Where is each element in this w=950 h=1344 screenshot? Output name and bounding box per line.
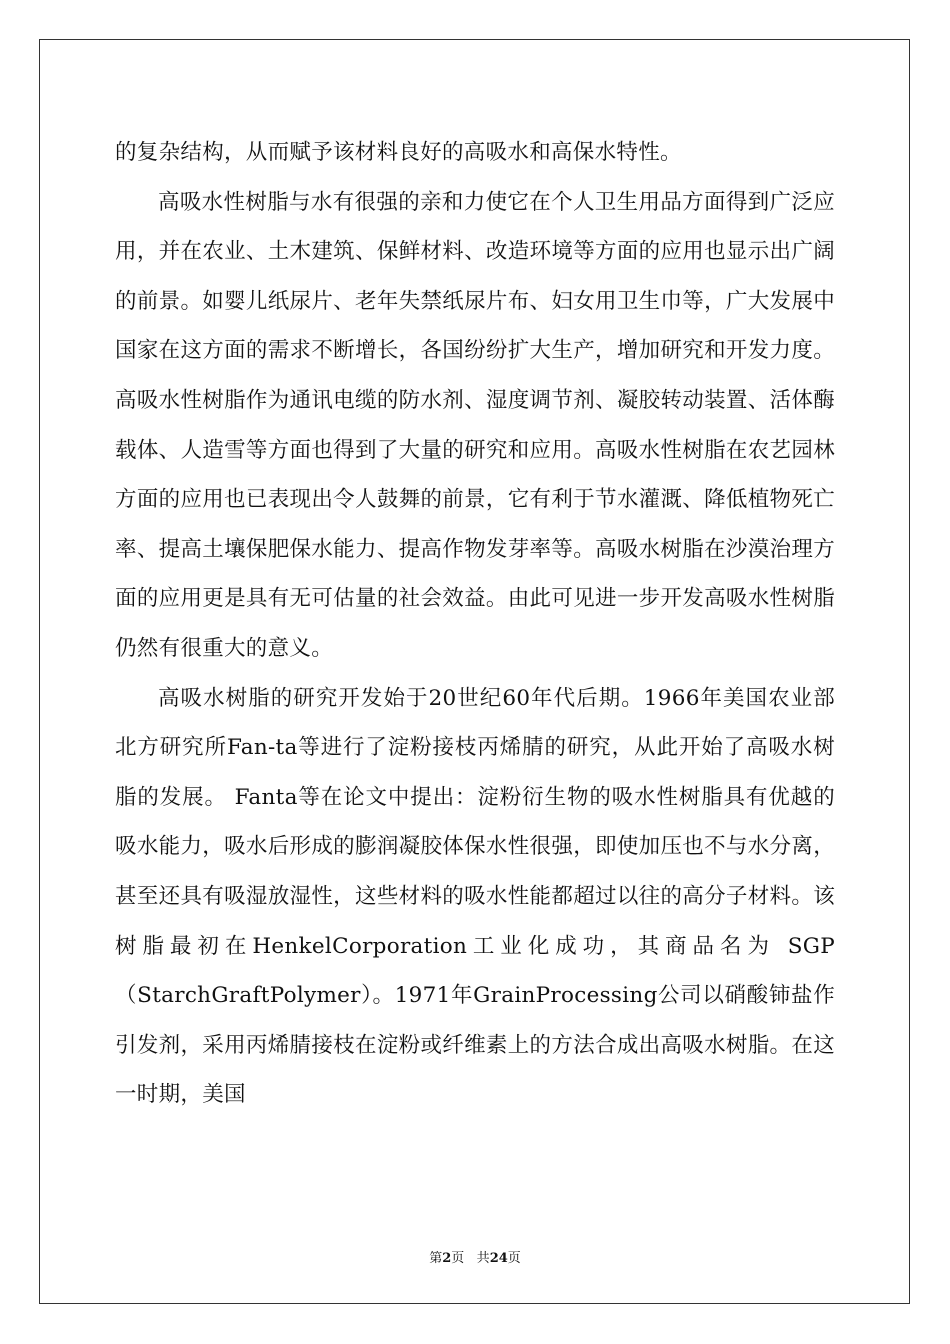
footer-page-prefix: 第 [429, 1251, 443, 1266]
footer-page-unit: 页 [451, 1251, 465, 1266]
page-footer [0, 1247, 950, 1266]
footer-total-pages: 24 [489, 1251, 508, 1266]
footer-page-number: 2 [442, 1251, 452, 1266]
paragraph-2: 高吸水性树脂与水有很强的亲和力使它在个人卫生用品方面得到广泛应用，并在农业、土木建筑、保鲜材料、改造环境等方面的应用也显示出广阔的前景。如婴儿纸尿片、老年失禁纸尿片布、妇女用卫生巾等，广大发展中国家在这方面的需求不断增长，各国纷纷扩大生产，增加研究和开发力度。高吸水性树脂作为通讯电缆的防水剂、湿度调节剂、凝胶转动装置、活体酶载体、人造雪等方面也得到了大量的研究和应用。高吸水性树脂在农艺园林方面的应用也已表现出令人鼓舞的前景，它有利于节水灌溉、降低植物死亡率、提高土壤保肥保水能力、提高作物发芽率等。高吸水树脂在沙漠治理方面的应用更是具有无可估量的社会效益。由此可见进一步开发高吸水性树脂仍然有很重大的意义。 [115, 189, 835, 661]
paragraph-1: 的复杂结构，从而赋予该材料良好的高吸水和高保水特性。 [115, 140, 682, 165]
paragraph-3: 高吸水树脂的研究开发始于20世纪60年代后期。1966年美国农业部北方研究所Fan-ta等进行了淀粉接枝丙烯腈的研究，从此开始了高吸水树脂的发展。 Fanta等在论文中提出：淀粉衍生物的吸水性树脂具有优越的吸水能力，吸水后形成的膨润凝胶体保水性很强，即使加压也不与水分离，甚至还具有吸湿放湿性，这些材料的吸水性能都超过以往的高分子材料。该树脂最初在HenkelCorporation工业化成功，其商品名为 SGP（StarchGraftPolymer）。1971年GrainProcessing公司以硝酸铈盐作引发剂，采用丙烯腈接枝在淀粉或纤维素上的方法合成出高吸水树脂。在这一时期，美国 [115, 685, 835, 1108]
document-body [115, 128, 835, 1120]
footer-total-prefix: 共 [476, 1251, 490, 1266]
footer-total-unit: 页 [507, 1251, 521, 1266]
